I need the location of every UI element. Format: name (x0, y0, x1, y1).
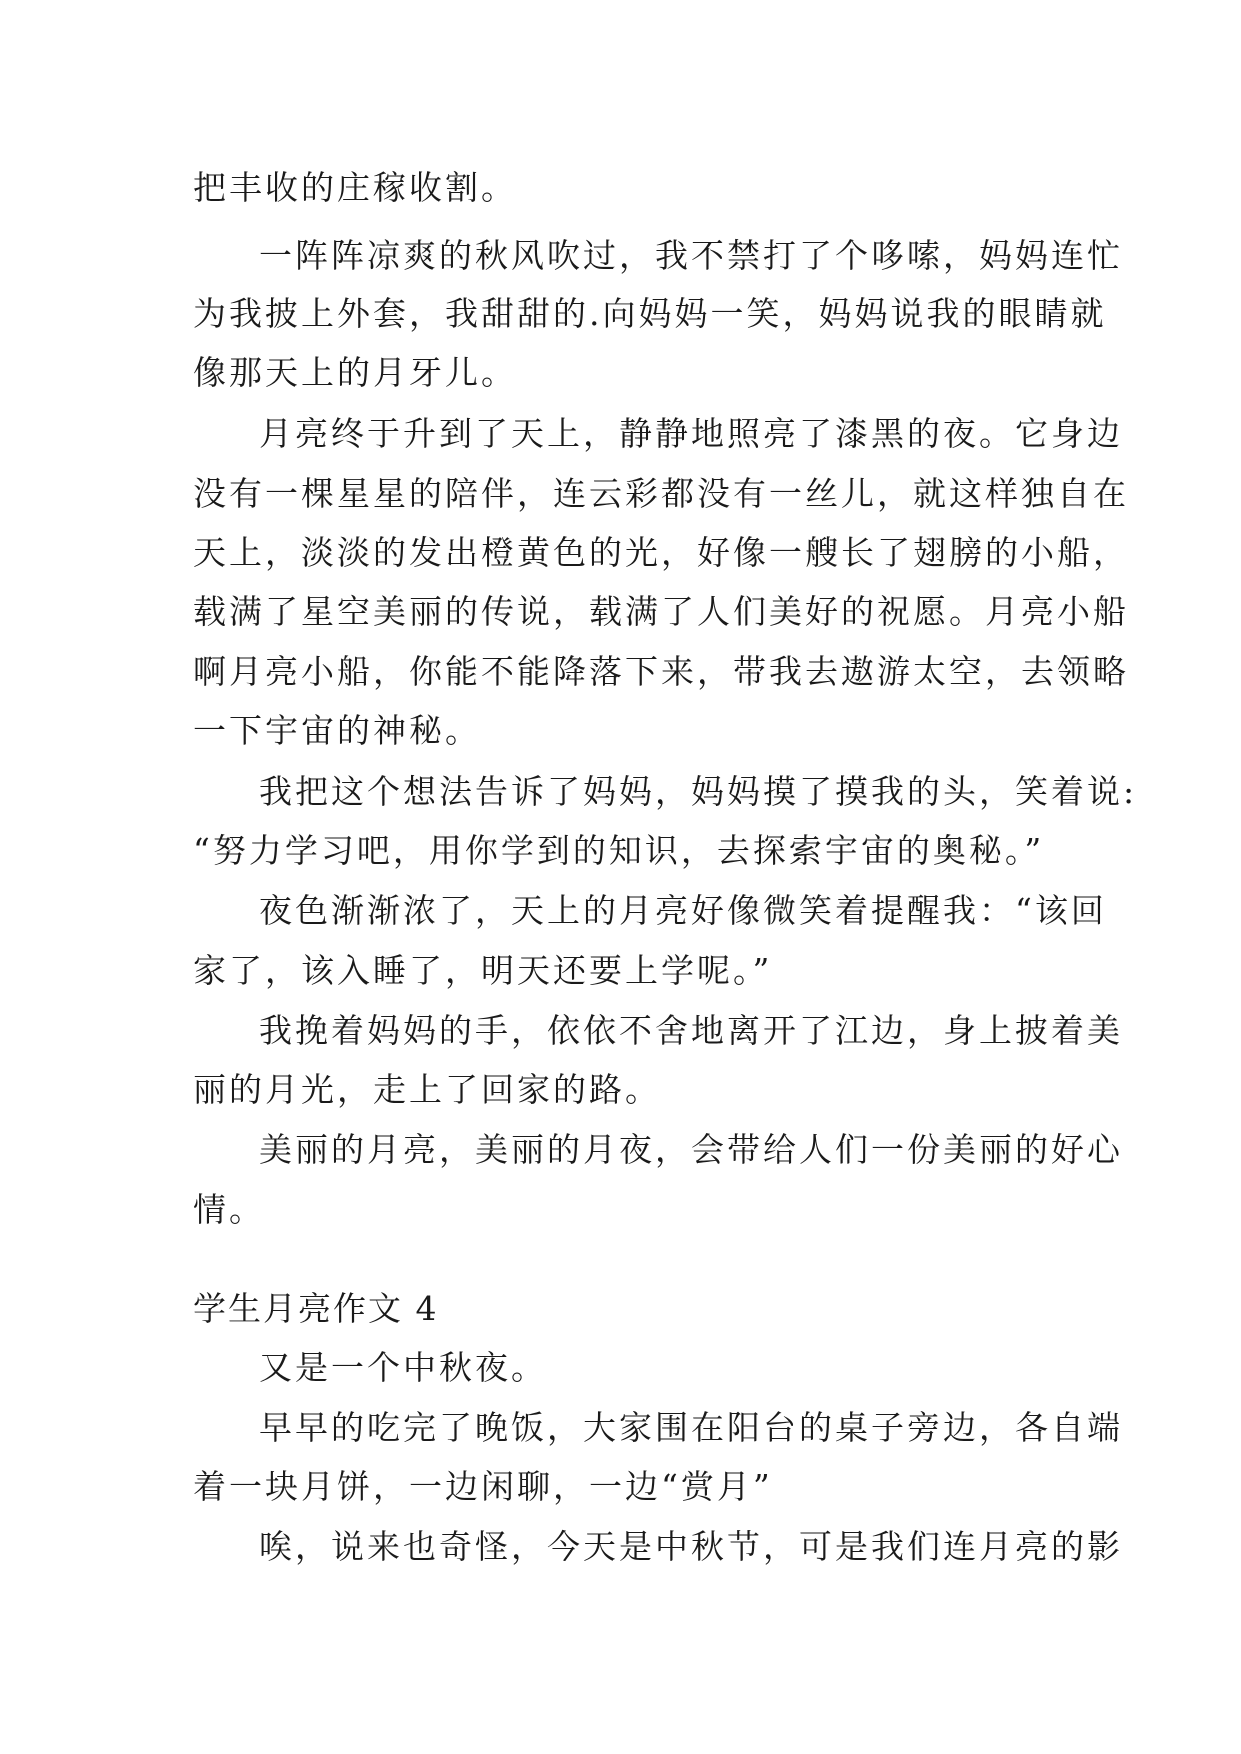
text-line: 为我披上外套，我甜甜的.向妈妈一笑，妈妈说我的眼睛就 (193, 294, 1107, 333)
section-heading: 学生月亮作文 4 (193, 1289, 439, 1328)
paragraph-first-line: 美丽的月亮，美丽的月夜，会带给人们一份美丽的好心 (259, 1130, 1123, 1169)
paragraph-first-line: 月亮终于升到了天上，静静地照亮了漆黑的夜。它身边 (259, 414, 1123, 453)
text-line: 载满了星空美丽的传说，载满了人们美好的祝愿。月亮小船 (193, 592, 1129, 631)
text-line: 情。 (193, 1190, 265, 1229)
paragraph-first-line: 又是一个中秋夜。 (259, 1348, 547, 1387)
text-line: 丽的月光，走上了回家的路。 (193, 1070, 661, 1109)
text-line: 把丰收的庄稼收割。 (193, 168, 517, 207)
paragraph-first-line: 早早的吃完了晚饭，大家围在阳台的桌子旁边，各自端 (259, 1408, 1123, 1447)
paragraph-first-line: 我挽着妈妈的手，依依不舍地离开了江边，身上披着美 (259, 1011, 1123, 1050)
paragraph-first-line: 一阵阵凉爽的秋风吹过，我不禁打了个哆嗦，妈妈连忙 (259, 236, 1123, 275)
text-line: 啊月亮小船，你能不能降落下来，带我去遨游太空，去领略 (193, 652, 1129, 691)
text-line: 像那天上的月牙儿。 (193, 353, 517, 392)
text-line: 家了，该入睡了，明天还要上学呢。” (193, 951, 773, 990)
text-line: 没有一棵星星的陪伴，连云彩都没有一丝儿，就这样独自在 (193, 474, 1129, 513)
text-line: 一下宇宙的神秘。 (193, 711, 481, 750)
text-line: 天上，淡淡的发出橙黄色的光，好像一艘长了翅膀的小船， (193, 533, 1129, 572)
text-line: “努力学习吧，用你学到的知识，去探索宇宙的奥秘。” (193, 831, 1045, 870)
paragraph-first-line: 我把这个想法告诉了妈妈，妈妈摸了摸我的头，笑着说: (259, 772, 1138, 811)
paragraph-first-line: 唉，说来也奇怪，今天是中秋节，可是我们连月亮的影 (259, 1527, 1123, 1566)
text-line: 着一块月饼，一边闲聊，一边“赏月” (193, 1467, 773, 1506)
paragraph-first-line: 夜色渐渐浓了，天上的月亮好像微笑着提醒我：“该回 (259, 891, 1107, 930)
